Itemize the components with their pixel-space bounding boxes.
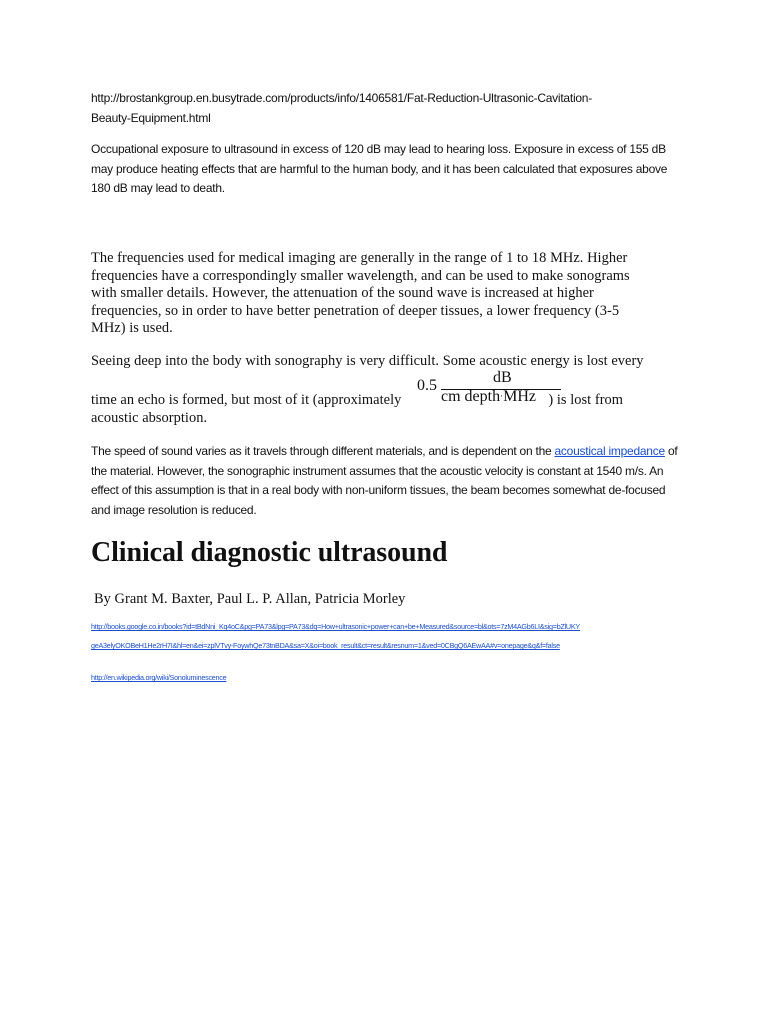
deep-imaging-line-3: acoustic absorption. (91, 410, 208, 426)
section-heading: Clinical diagnostic ultrasound (91, 537, 448, 568)
speed-of-sound-paragraph (91, 442, 681, 520)
formula-coefficient: 0.5 (417, 377, 437, 394)
occupational-exposure-paragraph: Occupational exposure to ultrasound in excess of 120 dB may lead to hearing loss. Exposure in excess of 155 dB may produce heating effects that are harmful to the human body, and it has been calculated that exposures above 180 dB may lead to death. (91, 142, 668, 195)
speed-text-before: The speed of sound varies as it travels through different materials, and is dependent on the (91, 444, 555, 458)
deep-imaging-line-2-before: time an echo is formed, but most of it (approximately (91, 392, 402, 408)
acoustical-impedance-link[interactable]: acoustical impedance (554, 444, 665, 458)
source-url-line-2: Beauty-Equipment.html (91, 110, 211, 125)
source-url-line-1: http://brostankgroup.en.busytrade.com/products/info/1406581/Fat-Reduction-Ultrasonic-Cavitation- (91, 91, 592, 105)
wikipedia-sonoluminescence-link[interactable]: http://en.wikipedia.org/wiki/Sonoluminescence (91, 673, 227, 682)
google-books-link-line-2[interactable]: geA3elyOKOBeH1He2rH7I&hl=en&ei=zplVTvy-FoywhQe73tnBDA&sa=X&oi=book_result&ct=result&resnum=1&ved=0CBgQ6AEwAA#v=onepage&q&f=false (91, 641, 560, 650)
deep-imaging-line-2-after: ) is lost from (548, 392, 624, 408)
deep-imaging-line-2 (91, 392, 671, 410)
formula-denominator-dot: · (500, 391, 504, 401)
deep-imaging-line-1: Seeing deep into the body with sonography is very difficult. Some acoustic energy is lost every (91, 353, 644, 369)
frequencies-paragraph: The frequencies used for medical imaging are generally in the range of 1 to 18 MHz. Higher frequencies have a correspondingly smaller wavelength, and can be used to make sonograms with smaller details. However, the attenuation of the sound wave is increased at higher frequencies, so in order to have better penetration of deeper tissues, a lower frequency (3-5 MHz) is used. (91, 250, 630, 337)
source-url-text (91, 89, 681, 128)
formula-denominator-left: cm depth (441, 388, 501, 405)
book-authors: By Grant M. Baxter, Paul L. P. Allan, Patricia Morley (94, 591, 406, 607)
google-books-link-line-1[interactable]: http://books.google.co.in/books?id=tBdNni_Kq4oC&pg=PA73&lpg=PA73&dq=How+ultrasonic+power+can+be+Measured&source=bl&ots=7zM4AGb6LI&sig=bZlUKY (91, 622, 580, 631)
formula-denominator-right: MHz (503, 388, 536, 405)
speed-text-after: of the material. However, the sonographic instrument assumes that the acoustic velocity is constant at 1540 m/s. An effect of this assumption is that in a real body with non-uniform tissues, the beam becomes somewhat de-focused and image resolution is reduced. (91, 444, 678, 517)
formula-numerator: dB (493, 369, 512, 386)
